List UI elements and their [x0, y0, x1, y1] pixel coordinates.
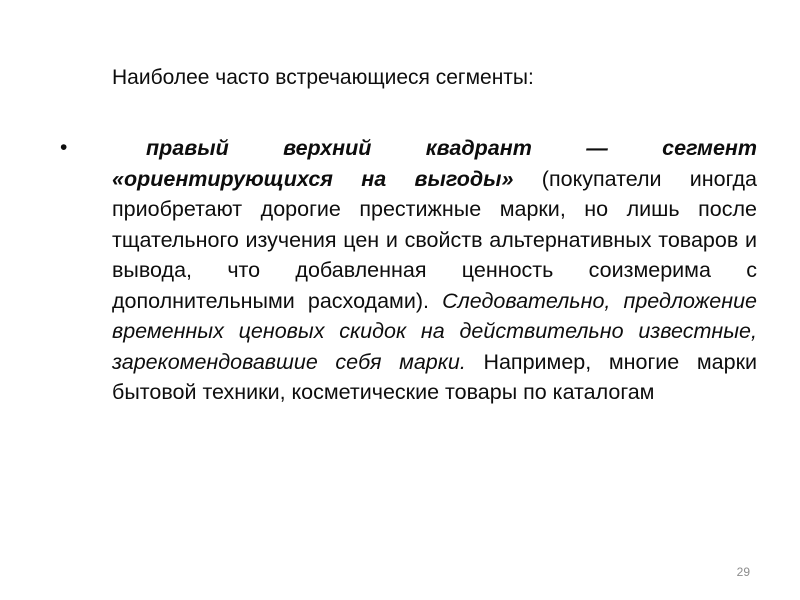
bullet-text-run: Следовательно, предложение временных ценовых скидок на действительно известные, зарекомендовавшие себя марки. — [112, 288, 757, 374]
slide-heading: Наиболее часто встречающиеся сегменты: — [112, 66, 534, 89]
bullet-marker: • — [60, 136, 68, 159]
bullet-text-run: Например, многие марки бытовой техники, косметические товары по каталогам — [112, 349, 757, 404]
bullet-text-run: правый верхний квадрант — сегмент «ориентирующихся на выгоды» — [112, 136, 757, 191]
page-number: 29 — [736, 565, 750, 579]
bullet-text-run: (покупатели иногда приобретают дорогие престижные марки, но лишь после тщательного изучения цен и свойств альтернативных товаров и вывода, что добавленная ценность соизмерима с дополнительными расходами). — [112, 166, 758, 313]
bullet-paragraph — [112, 133, 757, 408]
